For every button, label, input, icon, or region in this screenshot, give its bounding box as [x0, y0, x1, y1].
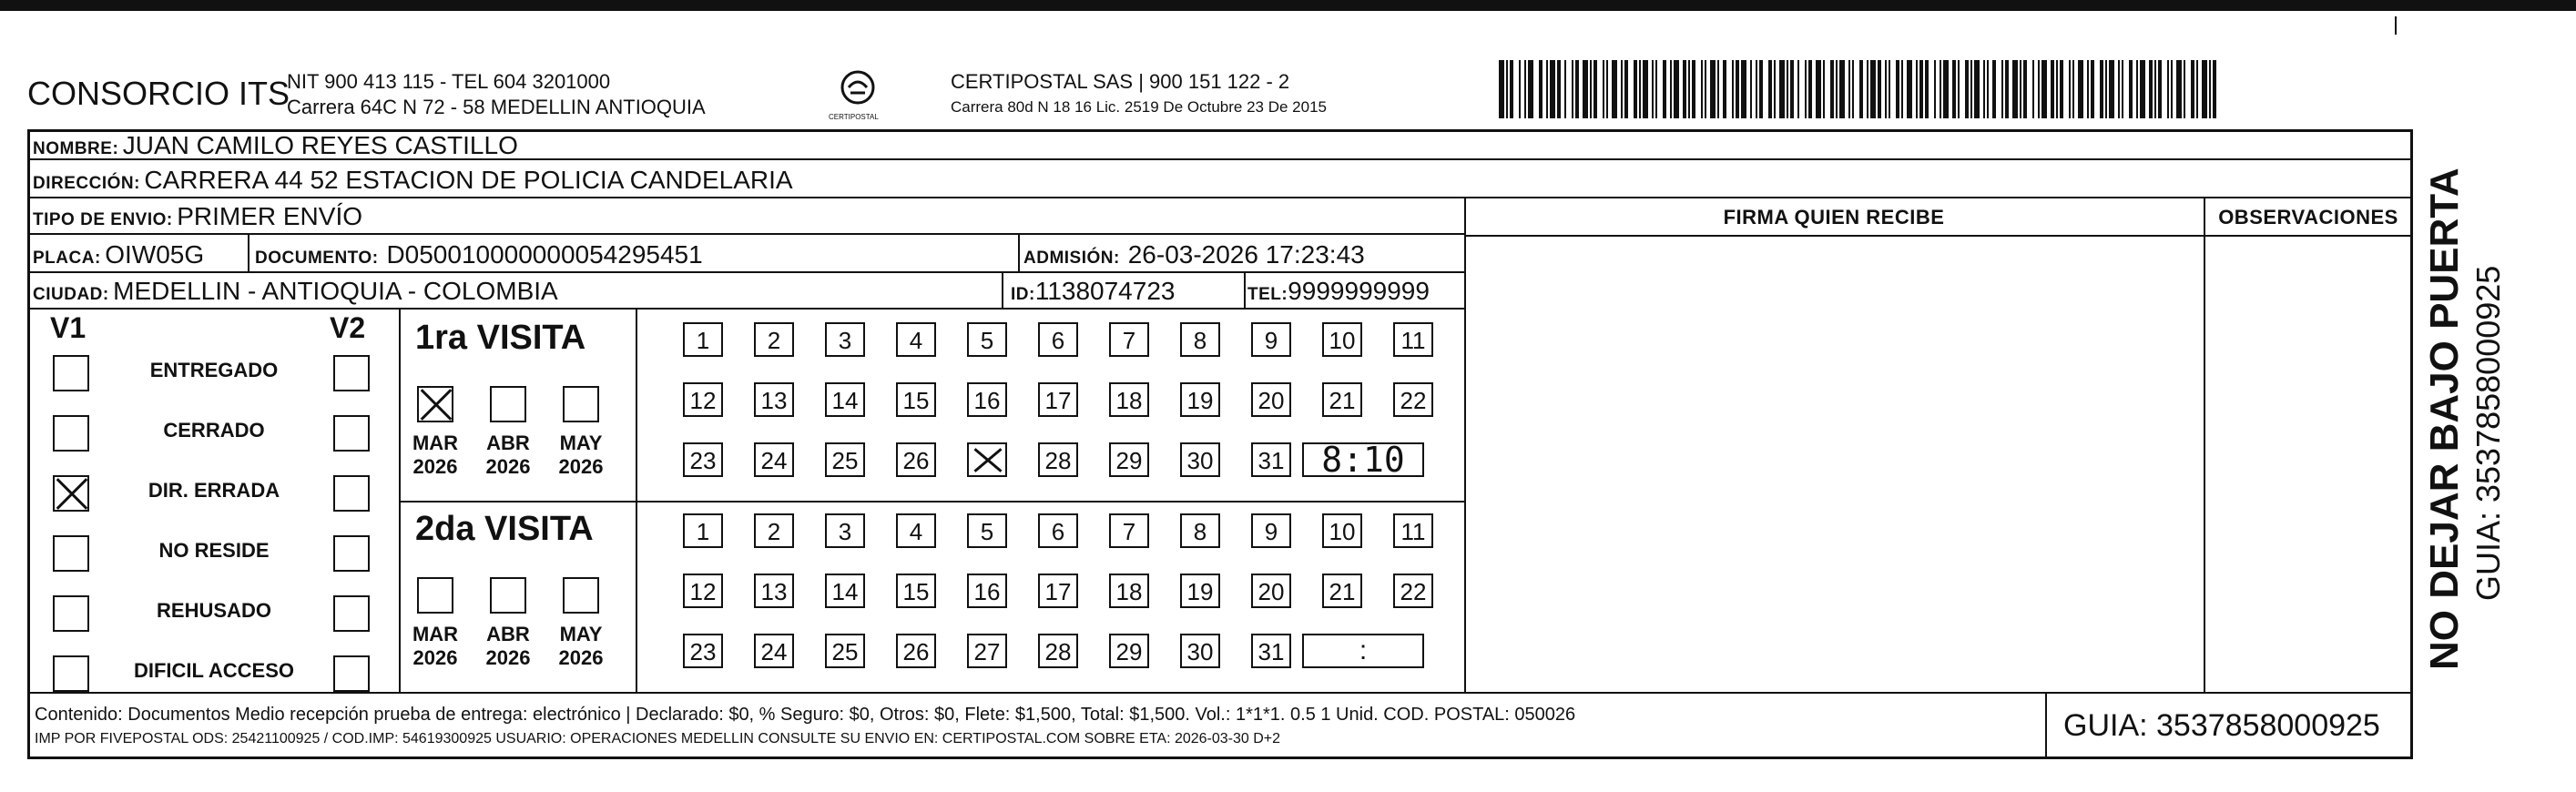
barcode-bar	[1557, 60, 1561, 118]
day-box[interactable]: 19	[1180, 574, 1220, 608]
time-box[interactable]: 8:10	[1302, 442, 1424, 477]
day-box[interactable]: 29	[1109, 634, 1149, 668]
status-v2-checkbox[interactable]	[333, 595, 370, 632]
barcode-bar	[2087, 60, 2089, 118]
admision-value: 26-03-2026 17:23:43	[1127, 240, 1365, 269]
barcode-bar	[1723, 60, 1726, 118]
address-line: Carrera 64C N 72 - 58 MEDELLIN ANTIOQUIA	[287, 96, 706, 118]
day-box[interactable]: 14	[825, 382, 865, 417]
barcode-bar	[1859, 60, 1863, 118]
barcode-bar	[1987, 60, 1989, 118]
placa-label: PLACA:	[33, 249, 101, 268]
nombre-value: JUAN CAMILO REYES CASTILLO	[122, 131, 518, 159]
barcode-bar	[1797, 60, 1799, 118]
barcode-bar	[1593, 60, 1597, 118]
barcode-bar	[1759, 60, 1763, 118]
barcode-bar	[1889, 60, 1890, 118]
row-nombre	[27, 129, 2413, 160]
visit-title: 2da VISITA	[415, 510, 594, 548]
day-box[interactable]: 1	[683, 513, 723, 548]
day-box[interactable]: 9	[1251, 513, 1291, 548]
barcode-bar	[2091, 60, 2094, 118]
documento-value: D050010000000054295451	[386, 240, 703, 269]
v1-header: V1	[50, 311, 87, 344]
barcode-bar	[1970, 60, 1972, 118]
footer-contenido: Contenido: Documentos Medio recepción prueba de entrega: electrónico | Declarado: $0, % Seguro: $0, Otros: $0, Flete: $1,500, Total: $1,500. Vol.: 1*1*1. 0.5 1 Unid. COD. POSTAL: 050026	[35, 705, 1576, 725]
day-box[interactable]: 5	[967, 322, 1007, 357]
barcode-bar	[2020, 60, 2021, 118]
day-box[interactable]: 23	[683, 442, 723, 477]
day-box[interactable]: 7	[1109, 513, 1149, 548]
visit-divider	[399, 501, 1464, 503]
sep-tel	[1244, 273, 1246, 310]
status-label: NO RESIDE	[158, 539, 270, 562]
direccion-label: DIRECCIÓN:	[33, 174, 140, 193]
month-label	[408, 432, 463, 479]
day-box[interactable]: 18	[1109, 382, 1149, 417]
barcode-bar	[1808, 60, 1812, 118]
status-label: DIR. ERRADA	[148, 479, 280, 502]
barcode-bar	[1564, 60, 1566, 118]
day-box[interactable]: 6	[1038, 322, 1078, 357]
day-box[interactable]: 30	[1180, 442, 1220, 477]
day-box[interactable]: 30	[1180, 634, 1220, 668]
status-label: CERRADO	[163, 419, 265, 442]
status-label: REHUSADO	[157, 599, 271, 622]
month-checkbox[interactable]	[490, 386, 526, 422]
barcode-bar	[1590, 60, 1592, 118]
month-name: ABR	[486, 432, 530, 454]
day-box[interactable]: 12	[683, 382, 723, 417]
barcode-bar	[1750, 60, 1752, 118]
day-box[interactable]: 22	[1393, 574, 1433, 608]
barcode-bar	[1805, 60, 1807, 118]
barcode-bar	[1870, 60, 1876, 118]
certipostal-logo-icon	[836, 67, 880, 111]
day-box[interactable]: 26	[896, 634, 936, 668]
status-v1-checkbox[interactable]	[53, 475, 89, 512]
barcode-bar	[1741, 60, 1746, 118]
barcode-bar	[1688, 60, 1690, 118]
barcode-bar	[1901, 60, 1903, 118]
barcode-bar	[1655, 60, 1657, 118]
day-box[interactable]: 26	[896, 442, 936, 477]
barcode-bar	[1674, 60, 1679, 118]
barcode-bar	[1919, 60, 1923, 118]
barcode-bar	[1621, 60, 1623, 118]
side-no-dejar: NO DEJAR BAJO PUERTA	[2422, 168, 2467, 670]
barcode-bar	[1583, 60, 1588, 118]
barcode-bar	[2056, 60, 2058, 118]
visit-title: 1ra VISITA	[415, 319, 586, 357]
status-v1-checkbox[interactable]	[53, 355, 89, 391]
status-v1-checkbox[interactable]	[53, 595, 89, 632]
day-box[interactable]: 4	[896, 322, 936, 357]
barcode-bar	[1940, 60, 1941, 118]
barcode-bar	[2023, 60, 2027, 118]
barcode-bar	[2041, 60, 2047, 118]
barcode-bar	[1867, 60, 1868, 118]
day-box[interactable]: 17	[1038, 382, 1078, 417]
barcode-bar	[2171, 60, 2173, 118]
day-box[interactable]: 31	[1251, 634, 1291, 668]
barcode-bar	[1779, 60, 1785, 118]
barcode-bar	[2072, 60, 2074, 118]
barcode-bar	[2032, 60, 2034, 118]
day-box[interactable]: 9	[1251, 322, 1291, 357]
barcode-bar	[1624, 60, 1628, 118]
barcode-bar	[1756, 60, 1757, 118]
time-box[interactable]: :	[1302, 634, 1424, 668]
barcode-bar	[1836, 60, 1838, 118]
month-year: 2026	[558, 646, 604, 669]
status-v2-checkbox[interactable]	[333, 415, 370, 452]
guia-box-border	[2045, 692, 2047, 759]
day-box[interactable]: 24	[754, 634, 794, 668]
corner-mark	[2395, 16, 2397, 35]
status-v2-checkbox[interactable]	[333, 475, 370, 512]
month-checkbox[interactable]	[563, 386, 599, 422]
barcode-bar	[1717, 60, 1719, 118]
day-box[interactable]: 11	[1393, 322, 1433, 357]
status-label: DIFICIL ACCESO	[133, 659, 294, 682]
barcode-bar	[2109, 60, 2114, 118]
barcode-bar	[2005, 60, 2009, 118]
status-v2-checkbox[interactable]	[333, 535, 370, 572]
day-box[interactable]: 25	[825, 442, 865, 477]
month-name: MAR	[412, 432, 459, 454]
barcode-bar	[2176, 60, 2182, 118]
barcode-bar	[1732, 60, 1734, 118]
barcode-bar	[1907, 60, 1912, 118]
id-label: ID:	[1011, 285, 1035, 304]
barcode-bar	[1992, 60, 1996, 118]
barcode-bar	[1612, 60, 1617, 118]
logo-text: CERTIPOSTAL	[829, 113, 879, 121]
barcode-bar	[1670, 60, 1672, 118]
month-year: 2026	[485, 646, 531, 669]
id-value: 1138074723	[1034, 277, 1176, 305]
barcode-bar	[1528, 60, 1533, 118]
firma-label: FIRMA QUIEN RECIBE	[1723, 206, 1945, 228]
barcode-bar	[2167, 60, 2169, 118]
barcode-bar	[1839, 60, 1845, 118]
day-box[interactable]: 3	[825, 513, 865, 548]
barcode-bar	[1974, 60, 1980, 118]
day-box[interactable]: 14	[825, 574, 865, 608]
certi-line1: CERTIPOSTAL SAS | 900 151 122 - 2	[951, 70, 1290, 93]
barcode-bar	[1925, 60, 1929, 118]
barcode-bar	[2118, 60, 2120, 118]
row-placa	[27, 235, 1466, 273]
day-box[interactable]: 21	[1322, 382, 1362, 417]
barcode-bar	[1958, 60, 1960, 118]
status-v2-checkbox[interactable]	[333, 655, 370, 692]
day-box[interactable]: 28	[1038, 634, 1078, 668]
day-box[interactable]	[967, 442, 1007, 477]
v2-header: V2	[330, 311, 366, 344]
tel-value: 9999999999	[1288, 277, 1430, 305]
day-box[interactable]: 11	[1393, 513, 1433, 548]
day-box[interactable]: 18	[1109, 574, 1149, 608]
day-box[interactable]: 29	[1109, 442, 1149, 477]
month-checkbox[interactable]	[490, 577, 526, 614]
day-box[interactable]: 10	[1322, 513, 1362, 548]
company-name: CONSORCIO ITS	[27, 75, 290, 112]
barcode-bar	[1710, 60, 1716, 118]
barcode-bar	[1934, 60, 1936, 118]
month-name: MAR	[412, 623, 459, 645]
barcode-bar	[1683, 60, 1686, 118]
month-checkbox[interactable]	[417, 577, 453, 614]
barcode-bar	[2129, 60, 2133, 118]
barcode-bar	[1692, 60, 1695, 118]
day-box[interactable]: 20	[1251, 574, 1291, 608]
sep-id	[1002, 273, 1003, 310]
barcode-bar	[1634, 60, 1637, 118]
barcode-bar	[1643, 60, 1648, 118]
month-label	[481, 432, 535, 479]
month-year: 2026	[558, 455, 604, 478]
barcode-bar	[1652, 60, 1654, 118]
day-box[interactable]: 2	[754, 322, 794, 357]
barcode-bar	[1575, 60, 1579, 118]
barcode-bar	[1701, 60, 1703, 118]
documento-label: DOCUMENTO:	[255, 249, 379, 268]
barcode-bar	[1519, 60, 1521, 118]
barcode-bar	[2060, 60, 2063, 118]
barcode-bar	[2100, 60, 2103, 118]
status-v1-checkbox[interactable]	[53, 655, 89, 692]
day-box[interactable]: 3	[825, 322, 865, 357]
day-box[interactable]: 28	[1038, 442, 1078, 477]
observaciones-label: OBSERVACIONES	[2218, 206, 2398, 228]
barcode-bar	[2213, 60, 2216, 118]
barcode-bar	[1663, 60, 1666, 118]
day-box[interactable]: 6	[1038, 513, 1078, 548]
day-box[interactable]: 10	[1322, 322, 1362, 357]
day-box[interactable]: 13	[754, 574, 794, 608]
day-box[interactable]: 27	[967, 634, 1007, 668]
barcode-bar	[1943, 60, 1949, 118]
tel-label: TEL:	[1247, 285, 1288, 304]
day-box[interactable]: 1	[683, 322, 723, 357]
barcode-bar	[1896, 60, 1899, 118]
month-label	[408, 623, 463, 670]
day-box[interactable]: 16	[967, 382, 1007, 417]
barcode-bar	[2012, 60, 2018, 118]
barcode	[1499, 60, 2227, 118]
side-guia: GUIA: 3537858000925	[2469, 265, 2507, 601]
month-label	[481, 623, 535, 670]
barcode-bar	[2149, 60, 2153, 118]
row-tipo	[27, 198, 1466, 235]
barcode-bar	[1816, 60, 1821, 118]
day-box[interactable]: 17	[1038, 574, 1078, 608]
barcode-bar	[1823, 60, 1825, 118]
barcode-bar	[1736, 60, 1739, 118]
barcode-bar	[1852, 60, 1854, 118]
barcode-bar	[1885, 60, 1887, 118]
barcode-bar	[2105, 60, 2107, 118]
barcode-bar	[2196, 60, 2198, 118]
obs-left-border	[2204, 198, 2205, 692]
nit-line: NIT 900 413 115 - TEL 604 3201000	[287, 70, 611, 93]
barcode-bar	[2001, 60, 2003, 118]
day-box[interactable]: 22	[1393, 382, 1433, 417]
barcode-bar	[1848, 60, 1850, 118]
status-v2-checkbox[interactable]	[333, 355, 370, 391]
sep-placa	[248, 235, 249, 273]
ciudad-value: MEDELLIN - ANTIOQUIA - COLOMBIA	[113, 277, 558, 305]
day-box[interactable]: 24	[754, 442, 794, 477]
barcode-bar	[1705, 60, 1706, 118]
top-border	[0, 0, 2576, 11]
barcode-bar	[1916, 60, 1918, 118]
barcode-bar	[1510, 60, 1513, 118]
day-box[interactable]: 23	[683, 634, 723, 668]
barcode-bar	[2209, 60, 2211, 118]
month-name: ABR	[486, 623, 530, 645]
day-box[interactable]: 5	[967, 513, 1007, 548]
day-box[interactable]: 19	[1180, 382, 1220, 417]
barcode-bar	[2078, 60, 2083, 118]
sig-left-border	[1464, 198, 1466, 692]
barcode-bar	[2191, 60, 2194, 118]
month-name: MAY	[559, 623, 603, 645]
day-box[interactable]: 31	[1251, 442, 1291, 477]
footer-top-line	[27, 692, 2413, 694]
status-v1-checkbox[interactable]	[53, 415, 89, 452]
day-box[interactable]: 15	[896, 382, 936, 417]
admision-label: ADMISIÓN:	[1023, 249, 1120, 268]
barcode-bar	[1787, 60, 1788, 118]
sep-admision	[1018, 235, 1020, 273]
ciudad-label: CIUDAD:	[33, 285, 109, 304]
barcode-bar	[2154, 60, 2156, 118]
tipo-label: TIPO DE ENVIO:	[33, 210, 173, 229]
barcode-bar	[2122, 60, 2123, 118]
barcode-bar	[1550, 60, 1555, 118]
day-box[interactable]: 8	[1180, 322, 1220, 357]
barcode-bar	[1952, 60, 1956, 118]
status-label: ENTREGADO	[149, 359, 279, 381]
company-info	[287, 69, 706, 120]
nombre-label: NOMBRE:	[33, 139, 119, 158]
barcode-bar	[2069, 60, 2071, 118]
tipo-value: PRIMER ENVÍO	[177, 202, 363, 230]
barcode-bar	[1830, 60, 1834, 118]
certi-line2: Carrera 80d N 18 16 Lic. 2519 De Octubre 23 De 2015	[951, 98, 1327, 116]
barcode-bar	[2051, 60, 2054, 118]
row-ciudad	[27, 273, 1466, 310]
barcode-bar	[1546, 60, 1548, 118]
day-box[interactable]: 15	[896, 574, 936, 608]
day-box[interactable]: 4	[896, 513, 936, 548]
barcode-bar	[2038, 60, 2040, 118]
barcode-bar	[1606, 60, 1608, 118]
barcode-bar	[1524, 60, 1526, 118]
barcode-bar	[2158, 60, 2162, 118]
day-box[interactable]: 16	[967, 574, 1007, 608]
day-box[interactable]: 13	[754, 382, 794, 417]
barcode-bar	[1539, 60, 1543, 118]
barcode-bar	[1878, 60, 1881, 118]
status-v1-checkbox[interactable]	[53, 535, 89, 572]
sig-header-line	[1464, 235, 2413, 237]
barcode-bar	[1768, 60, 1772, 118]
barcode-bar	[1499, 60, 1504, 118]
month-year: 2026	[412, 455, 458, 478]
month-checkbox[interactable]	[563, 577, 599, 614]
direccion-value: CARRERA 44 52 ESTACION DE POLICIA CANDELARIA	[144, 166, 793, 194]
barcode-bar	[2202, 60, 2207, 118]
barcode-bar	[1572, 60, 1573, 118]
day-box[interactable]: 20	[1251, 382, 1291, 417]
barcode-bar	[1965, 60, 1969, 118]
day-box[interactable]: 12	[683, 574, 723, 608]
month-label	[554, 623, 608, 670]
month-name: MAY	[559, 432, 603, 454]
barcode-bar	[1774, 60, 1776, 118]
barcode-bar	[1506, 60, 1508, 118]
barcode-bar	[2140, 60, 2145, 118]
month-label	[554, 432, 608, 479]
day-box[interactable]: 7	[1109, 322, 1149, 357]
day-box[interactable]: 21	[1322, 574, 1362, 608]
barcode-bar	[2136, 60, 2138, 118]
day-box[interactable]: 25	[825, 634, 865, 668]
certipostal-info	[951, 69, 1327, 120]
day-box[interactable]: 8	[1180, 513, 1220, 548]
barcode-bar	[1983, 60, 1985, 118]
month-year: 2026	[412, 646, 458, 669]
barcode-bar	[1639, 60, 1641, 118]
month-year: 2026	[485, 455, 531, 478]
row-direccion	[27, 160, 2413, 198]
footer-guia: GUIA: 3537858000925	[2063, 708, 2380, 743]
barcode-bar	[1790, 60, 1794, 118]
footer-imp: IMP POR FIVEPOSTAL ODS: 25421100925 / COD.IMP: 54619300925 USUARIO: OPERACIONES MEDELLIN CONSULTE SU ENVIO EN: CERTIPOSTAL.COM SOBRE ETA: 2026-03-30 D+2	[35, 731, 1281, 746]
barcode-bar	[1603, 60, 1604, 118]
barcode-bar	[2184, 60, 2185, 118]
placa-value: OIW05G	[105, 240, 205, 269]
day-box[interactable]: 2	[754, 513, 794, 548]
month-checkbox[interactable]	[417, 386, 453, 422]
